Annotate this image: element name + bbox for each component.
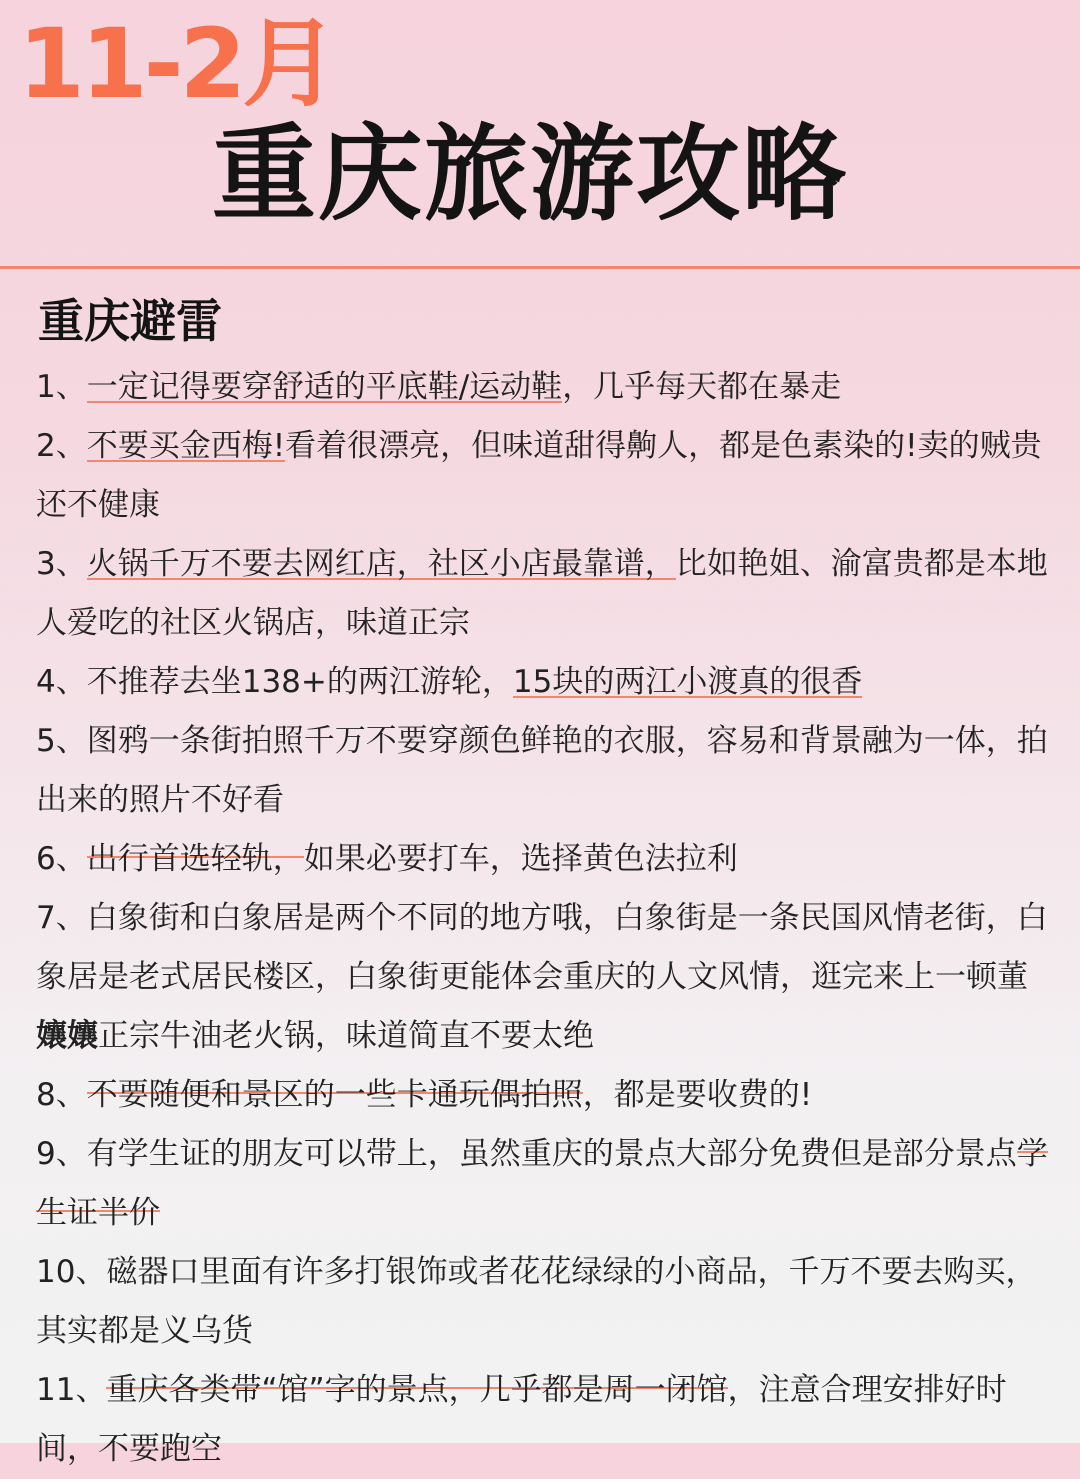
highlighted-text: 学生证半价 bbox=[36, 1136, 1048, 1231]
list-item bbox=[36, 712, 1056, 830]
item-number: 5、 bbox=[36, 723, 87, 759]
section-title: 重庆避雷 bbox=[38, 294, 222, 348]
list-item bbox=[36, 535, 1056, 653]
item-text: ，几乎每天都在暴走 bbox=[562, 369, 842, 405]
item-text: ，注意合理安排好时间，不要跑空 bbox=[36, 1372, 1007, 1467]
list-item bbox=[36, 417, 1056, 535]
highlighted-text: 不要随便和景区的一些卡通玩偶拍照 bbox=[86, 1077, 583, 1113]
page-title: 重庆旅游攻略 bbox=[212, 113, 849, 235]
item-number: 10、 bbox=[36, 1254, 107, 1290]
list-item bbox=[36, 358, 1056, 417]
item-text: ，都是要收费的! bbox=[582, 1077, 813, 1113]
item-number: 11、 bbox=[36, 1372, 107, 1408]
item-number: 4、 bbox=[36, 664, 87, 700]
list-item bbox=[36, 889, 1056, 1066]
item-number: 7、 bbox=[36, 900, 87, 936]
item-text: 如果必要打车，选择黄色法拉利 bbox=[303, 841, 738, 877]
item-text: 白象街和白象居是两个不同的地方哦，白象街是一条民国风情老街，白象居是老式居民楼区，白象街更能体会重庆的人文风情，逛完来上一顿董 bbox=[36, 900, 1048, 995]
tips-list bbox=[36, 358, 1056, 1479]
list-item bbox=[36, 1066, 1056, 1125]
list-item bbox=[36, 1243, 1056, 1361]
item-text: 磁器口里面有许多打银饰或者花花绿绿的小商品，千万不要去购买，其实都是义乌货 bbox=[36, 1254, 1037, 1349]
item-text: 有学生证的朋友可以带上，虽然重庆的景点大部分免费但是部分景点 bbox=[86, 1136, 1017, 1172]
highlighted-text: 一定记得要穿舒适的平底鞋/运动鞋 bbox=[86, 369, 563, 405]
highlighted-text: 出行首选轻轨， bbox=[86, 841, 304, 877]
list-item bbox=[36, 653, 1056, 712]
item-text: 看着很漂亮，但味道甜得齁人，都是色素染的!卖的贼贵还不健康 bbox=[36, 428, 1042, 523]
highlighted-text: 15块的两江小渡真的很香 bbox=[512, 664, 863, 700]
list-item bbox=[36, 830, 1056, 889]
highlighted-text: 不要买金西梅! bbox=[86, 428, 286, 464]
item-text: 不推荐去坐138+的两江游轮， bbox=[86, 664, 513, 700]
list-item bbox=[36, 1361, 1056, 1479]
item-text: 正宗牛油老火锅，味道简直不要太绝 bbox=[98, 1018, 594, 1054]
list-item bbox=[36, 1125, 1056, 1243]
header bbox=[0, 0, 1080, 268]
item-number: 8、 bbox=[36, 1077, 87, 1113]
item-text: 比如艳姐、渝富贵都是本地人爱吃的社区火锅店，味道正宗 bbox=[36, 546, 1048, 641]
item-number: 1、 bbox=[36, 369, 87, 405]
bold-text: 孃孃 bbox=[36, 1018, 98, 1054]
highlighted-text: 重庆各类带“馆”字的景点，几乎都是周一闭馆 bbox=[106, 1372, 728, 1408]
item-number: 2、 bbox=[36, 428, 87, 464]
highlighted-text: 火锅千万不要去网红店，社区小店最靠谱， bbox=[86, 546, 676, 582]
item-number: 3、 bbox=[36, 546, 87, 582]
item-number: 9、 bbox=[36, 1136, 87, 1172]
divider bbox=[0, 266, 1080, 269]
item-text: 图鸦一条街拍照千万不要穿颜色鲜艳的衣服，容易和背景融为一体，拍出来的照片不好看 bbox=[36, 723, 1048, 818]
month-label: 11-2月 bbox=[18, 8, 335, 120]
item-number: 6、 bbox=[36, 841, 87, 877]
